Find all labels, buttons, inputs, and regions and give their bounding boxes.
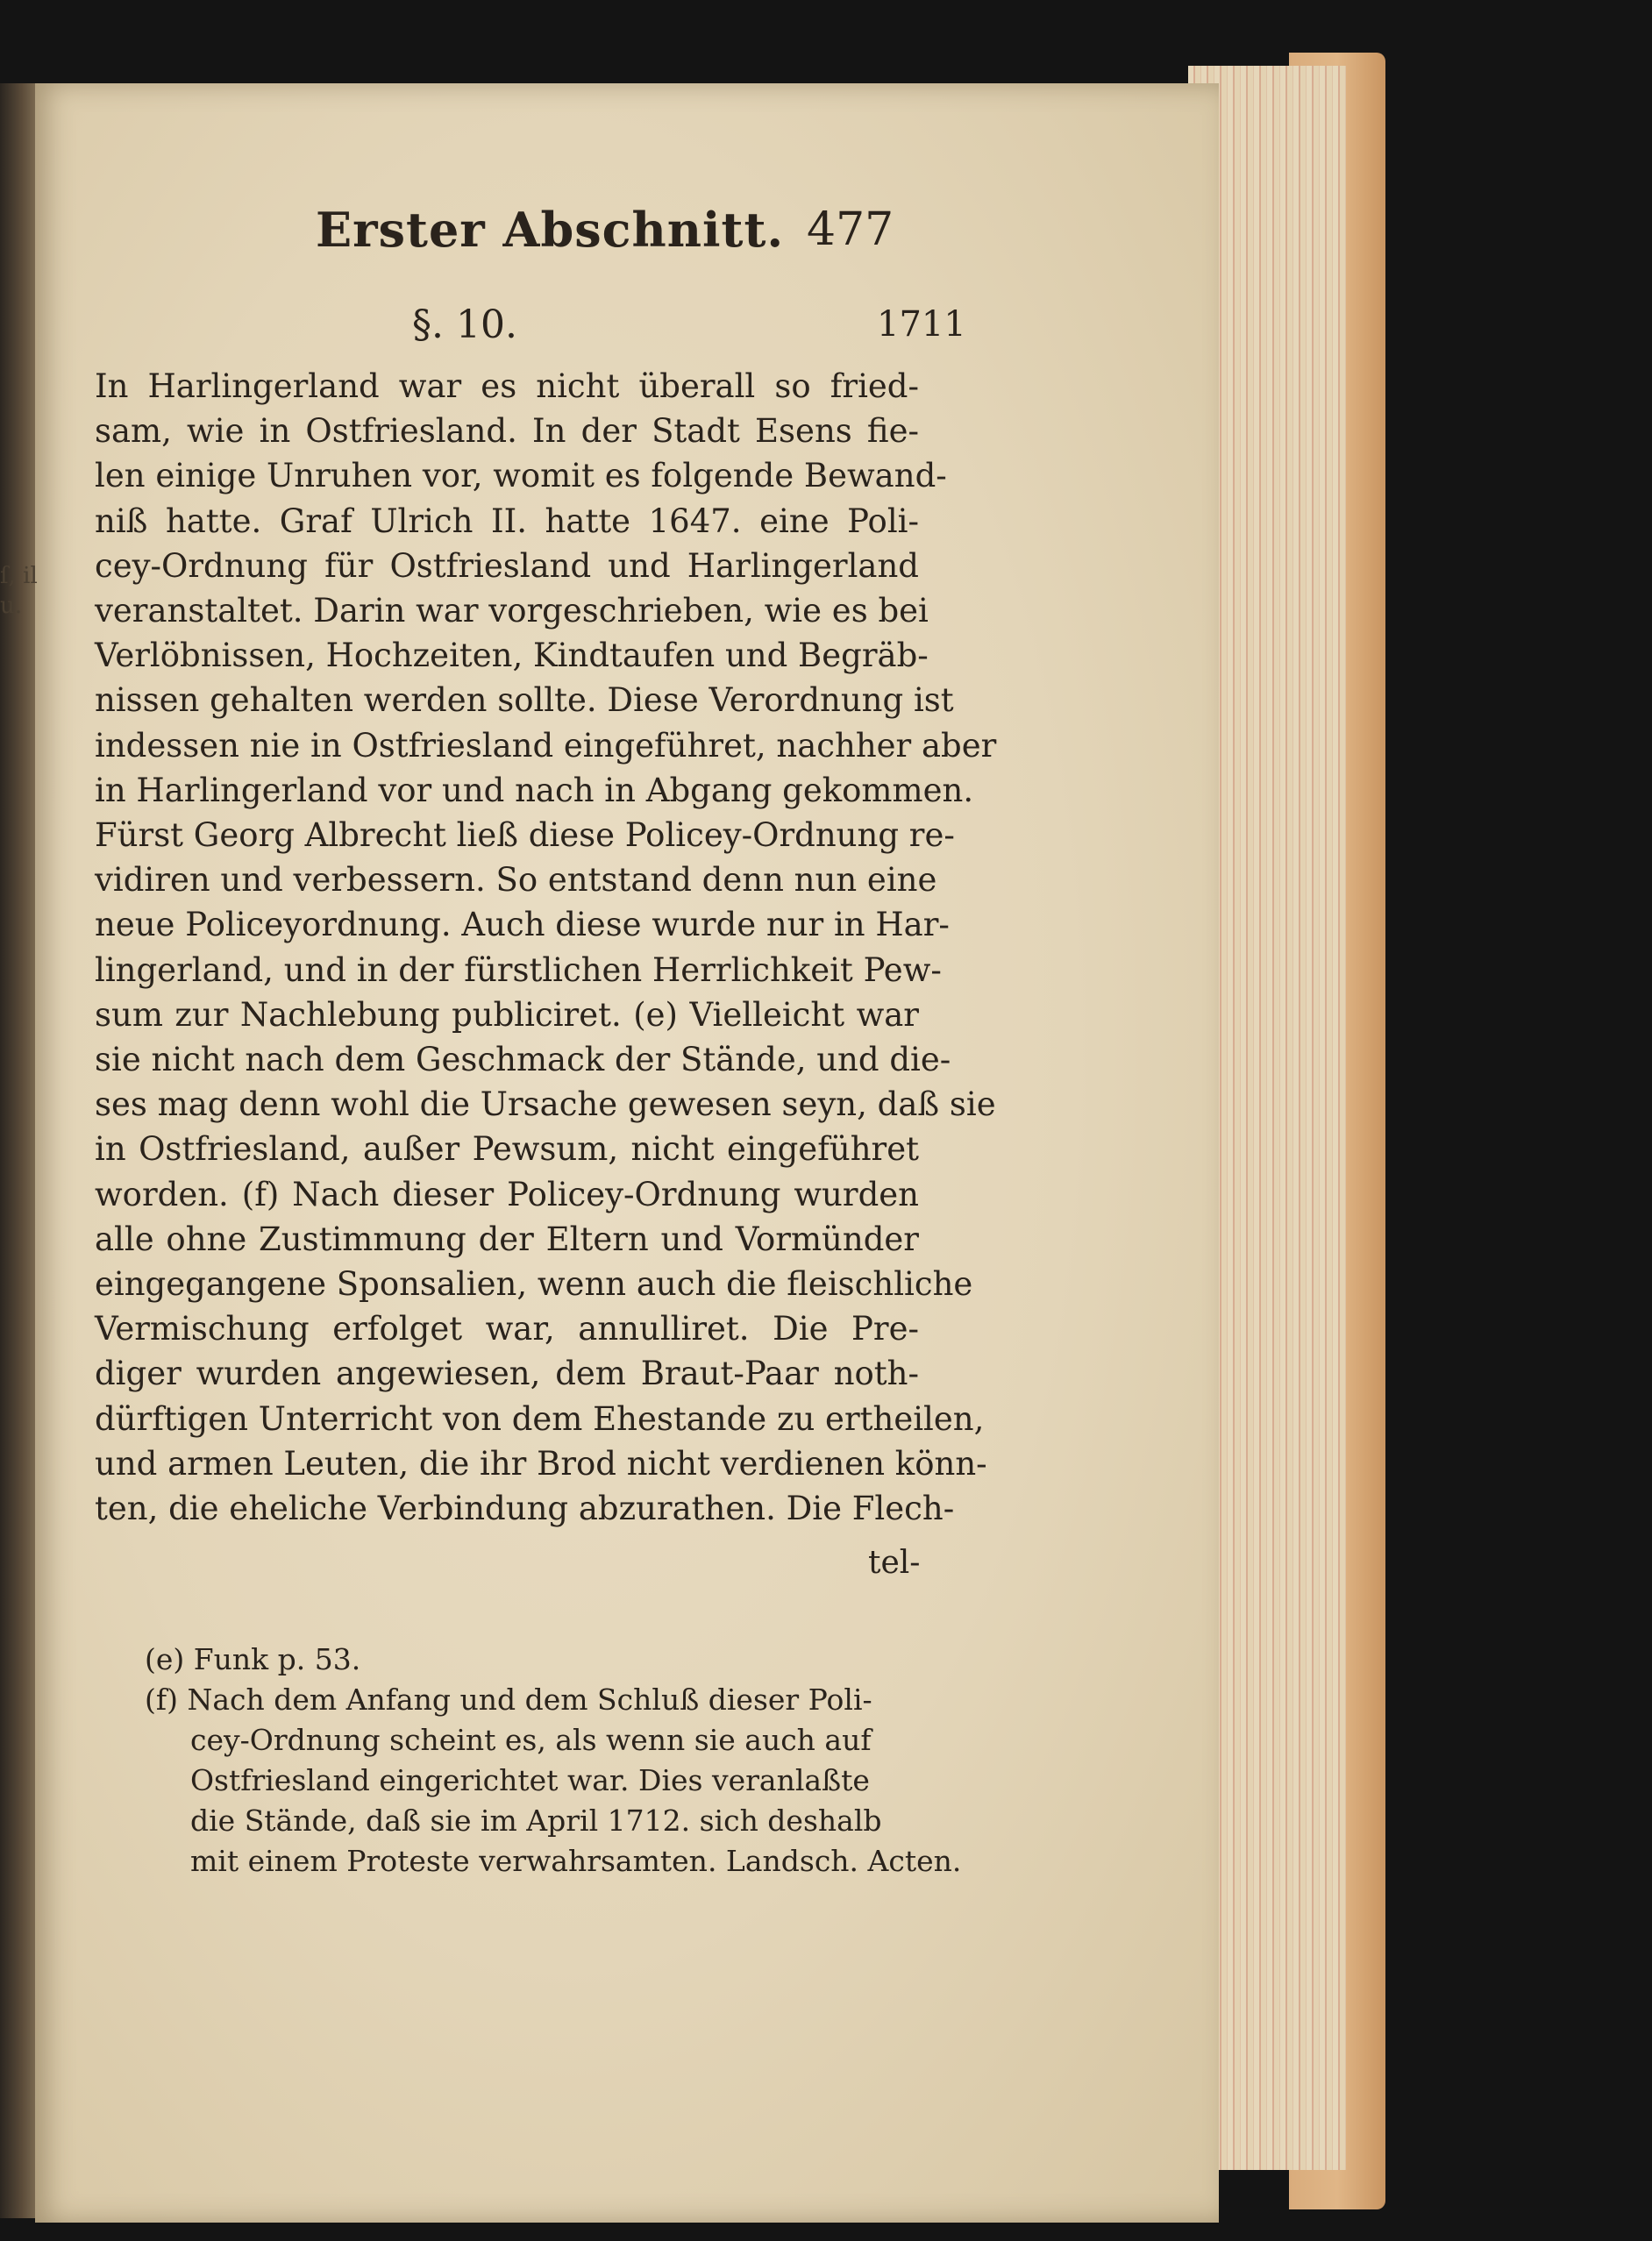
margin-year: 1711 [877, 304, 966, 345]
text-line: eingegangene Sponsalien, wenn auch die fleischliche [95, 1265, 973, 1304]
text-line: ten, die eheliche Verbindung abzurathen. Die Flech- [95, 1490, 955, 1528]
text-line: lingerland, und in der fürstlichen Herrlichkeit Pew- [95, 950, 942, 989]
footnote-f-line: mit einem Proteste verwahrsamten. Landsch. Acten. [190, 1844, 962, 1878]
text-line: in Ostfriesland, außer Pewsum, nicht eingeführet [95, 1130, 919, 1169]
text-line: cey-Ordnung für Ostfriesland und Harlingerland [95, 546, 919, 585]
text-line: Vermischung erfolget war, annulliret. Die Pre- [95, 1310, 919, 1348]
text-line: nissen gehalten werden sollte. Diese Verordnung ist [95, 681, 954, 720]
footnotes [145, 1640, 962, 1882]
text-line: worden. (f) Nach dieser Policey-Ordnung wurden [95, 1175, 919, 1213]
text-line: Fürst Georg Albrecht ließ diese Policey-Ordnung re- [95, 816, 955, 855]
text-line: Verlöbnissen, Hochzeiten, Kindtaufen und Begräb- [95, 637, 929, 675]
text-line: alle ohne Zustimmung der Eltern und Vormünder [95, 1220, 919, 1258]
text-line: dürftigen Unterricht von dem Ehestande zu ertheilen, [95, 1399, 985, 1438]
footnote-f-line: Ostfriesland eingerichtet war. Dies veranlaßte [190, 1763, 870, 1797]
text-line: diger wurden angewiesen, dem Braut-Paar noth- [95, 1355, 919, 1393]
text-line: in Harlingerland vor und nach in Abgang gekommen. [95, 771, 974, 809]
text-line: neue Policeyordnung. Auch diese wurde nur in Har- [95, 906, 950, 944]
text-line: In Harlingerland war es nicht überall so fried- [95, 367, 919, 405]
page-number: 477 [807, 203, 894, 256]
text-line: sam, wie in Ostfriesland. In der Stadt Esens fie- [95, 412, 919, 451]
text-line: indessen nie in Ostfriesland eingeführet, nachher aber [95, 726, 997, 765]
footnote-f-line: (f) Nach dem Anfang und dem Schluß dieser Poli- [145, 1683, 872, 1717]
text-line: und armen Leuten, die ihr Brod nicht verdienen könn- [95, 1444, 987, 1483]
text-line: len einige Unruhen vor, womit es folgende Bewand- [95, 457, 947, 495]
text-line: ses mag denn wohl die Ursache gewesen seyn, daß sie [95, 1085, 996, 1124]
footnote-f-line: die Stände, daß sie im April 1712. sich deshalb [190, 1803, 882, 1838]
running-title: Erster Abschnitt. [316, 202, 785, 258]
text-line: sie nicht nach dem Geschmack der Stände, und die- [95, 1041, 951, 1079]
text-line: vidiren und verbessern. So entstand denn nun eine [95, 861, 937, 900]
margin-note: ſ, il u. [0, 563, 38, 619]
page-header [316, 202, 929, 272]
text-line: sum zur Nachlebung publiciret. (e) Vielleicht war [95, 995, 919, 1034]
footnote-f-line: cey-Ordnung scheint es, als wenn sie auch auf [190, 1723, 872, 1757]
body-text [95, 364, 997, 1531]
footnote-e: (e) Funk p. 53. [145, 1642, 361, 1676]
catchword: tel- [868, 1545, 921, 1581]
text-line: niß hatte. Graf Ulrich II. hatte 1647. eine Poli- [95, 502, 919, 540]
section-mark: §. 10. [412, 302, 517, 347]
section-heading-row [88, 302, 965, 355]
text-line: veranstaltet. Darin war vorgeschrieben, wie es bei [95, 592, 929, 630]
